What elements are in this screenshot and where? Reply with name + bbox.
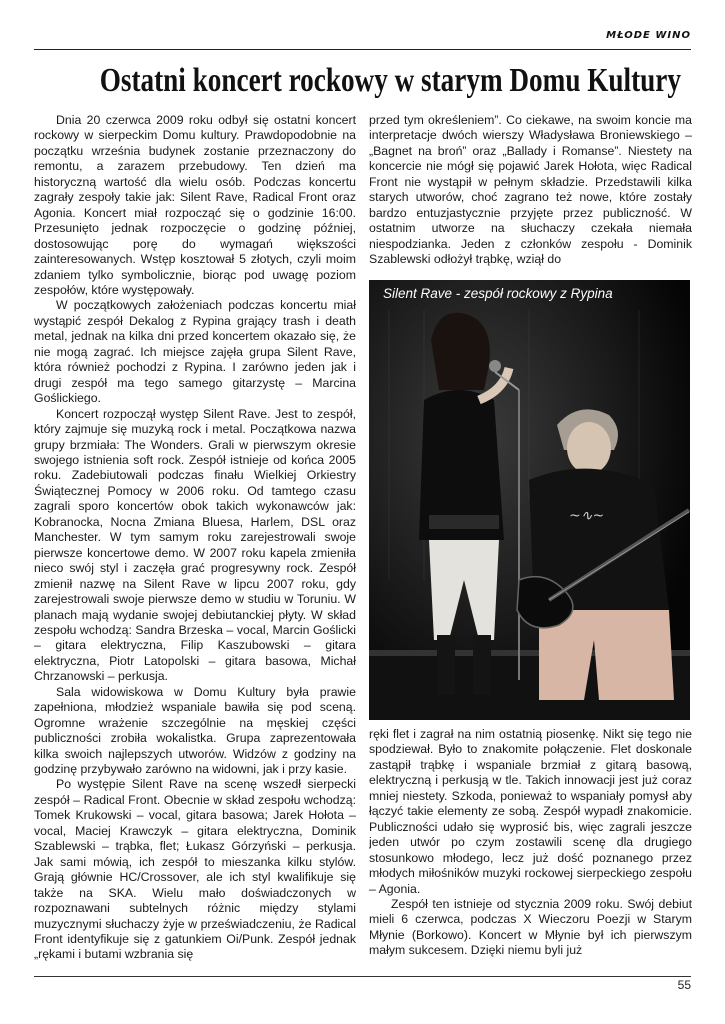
footer-rule <box>34 976 691 977</box>
header-rule <box>34 49 691 50</box>
concert-photo-illustration <box>369 280 690 720</box>
left-column <box>34 113 356 973</box>
paragraph: przed tym określeniem”. Co ciekawe, na swoim koncie ma interpretacje dwóch wierszy Władysława Broniewskiego – „Bagnet na broń” oraz „Ballady i Romanse”. Niestety na koncercie nie mógł się pojawić Jarek Hołota, więc Radical Front nie wystąpił w pełnym składzie. Przedstawili kilka starych utworów, choć zagrano też nowe, które zostały bardzo entuzjastycznie przyjęte przez publiczność. W ostatnim utworze na słuchaczy czekała niemała niespodzianka. Jeden z członków zespołu - Dominik Szablewski odłożył trąbkę, wziął do <box>369 113 692 267</box>
paragraph: ręki flet i zagrał na nim ostatnią piosenkę. Nikt się tego nie spodziewał. Było to znakomite połączenie. Flet doskonale zastąpił trąbkę i wspaniale brzmiał z gitarą basową, elektryczną i perkusją w tle. Takich innowacji jest już coraz mniej niestety. Szkoda, ponieważ to wspaniały pomysł aby łączyć takie elementy ze sobą. Zespół wypadł znakomicie. Publiczności udało się wyprosić bis, więc zagrali jeszcze jeden utwór po czym zostawili scenę dla drugiego stosunkowo młodego, lecz już dość poznanego przez młodych miłośników muzyki rockowej sierpeckiego zespołu – Agonia. <box>369 727 692 896</box>
paragraph: Koncert rozpoczął występ Silent Rave. Jest to zespół, który zajmuje się muzyką rock i metal. Początkowa nazwa grupy brzmiała: The Wonders. Grali w pierwszym okresie swojego istnienia soft rock. Zespół istnieje od końca 2005 roku. Zadebiutowali podczas finału Wielkiej Orkiestry Świątecznej Pomocy w 2006 roku. Od tamtego czasu zagrali sporo koncertów obok takich wykonawców jak: Kobranocka, Nocna Zmiana Bluesa, Harlem, DSL oraz Manchester. W tym samym roku zarejestrowali swoje pierwsze koncertowe demo. W 2007 roku kapela zmieniła nieco swój styl i zaczęła grać progresywny rock. Zespół zmienił nazwę na Silent Rave w lipcu 2007 roku, gdy zarejestrowali swoje pierwsze demo w studiu w Toruniu. W planach mają wydanie swojej debiutanckiej płyty. W skład zespołu wchodzą: Sandra Brzeska – vocal, Marcin Goślicki – gitara elektryczna, Filip Kaszubowski – gitara elektryczna, Piotr Latopolski – gitara basowa, Michał Chrzanowski – perkusja. <box>34 406 356 684</box>
paragraph: Dnia 20 czerwca 2009 roku odbył się ostatni koncert rockowy w sierpeckim Domu kultury. Prawdopodobnie na początku września budynek zostanie przeznaczony do remontu, a zarazem przebudowy. Ten dzień ma historyczną wartość dla wielu osób. Podczas koncertu zagrały zespoły takie jak: Silent Rave, Radical Front oraz Agonia. Koncert miał rozpocząć się o godzinie 16:00. Przesunięto jednak rozpoczęcie o godzinę później, dostosowując porę do wymagań większości zainteresowanych. Wstęp kosztował 5 złotych, czyli moim zdaniem tylko symbolicznie, biorąc pod uwagę poziom zespołów, które występowały. <box>34 113 356 297</box>
article-title: Ostatni koncert rockowy w starym Domu Kultury <box>99 62 681 99</box>
paragraph: Zespół ten istnieje od stycznia 2009 roku. Swój debiut mieli 6 czerwca, podczas X Wieczoru Poezji w Starym Młynie (Borkowo). Koncert w Młynie był ich pierwszym małym sukcesem. Dzięki niemu byli już <box>369 896 692 958</box>
paragraph: Po występie Silent Rave na scenę wszedł sierpecki zespół – Radical Front. Obecnie w skład zespołu wchodzą: Tomek Krukowski – vocal, gitara basowa; Jarek Hołota – vocal, Maciej Krawczyk – gitara elektryczna, Dominik Szablewski – trąbka, flet; Łukasz Górzyński – perkusja. Jak sami mówią, ich zespół to mieszanka kilku stylów. Grają głównie HC/Crossover, ale ich styl kwalifikuje się także na SKA. Wielu mało doświadczonych w rozpoznawani subtelnych różnic między stylami muzycznymi słuchaczy żyje w przeświadczeniu, że Radical Front identyfikuje się z gatunkiem Oi/Punk. Zespół jednak „rękami i butami wzbrania się <box>34 777 356 962</box>
concert-photo <box>369 280 690 720</box>
svg-text:~∿~: ~∿~ <box>569 508 605 524</box>
page-number: 55 <box>677 978 691 992</box>
paragraph: W początkowych założeniach podczas koncertu miał wystąpić zespół Dekalog z Rypina grający trash i death metal, jednak na kilka dni przed koncertem okazało się, że nie mogą zagrać. Ich miejsce zajęła grupa Silent Rave, która również pochodzi z Rypina. I zarówno jeden jak i drugi zespół ma tego samego gitarzystę – Marcina Goślickiego. <box>34 298 356 406</box>
right-column-bottom <box>369 727 692 975</box>
right-column-top <box>369 113 692 268</box>
photo-caption: Silent Rave - zespół rockowy z Rypina <box>383 286 613 301</box>
paragraph: Sala widowiskowa w Domu Kultury była prawie zapełniona, młodzież wspaniale bawiła się pod sceną. Ogromne wrażenie szczególnie na męskiej części publiczności zrobiła wokalistka. Grupa zaprezentowała kilka swoich najlepszych utworów. Widzów z godziny na godzinę przybywało zarówno na widowni, jak i przy kasie. <box>34 684 356 777</box>
section-tag: MŁODE WINO <box>606 30 691 41</box>
